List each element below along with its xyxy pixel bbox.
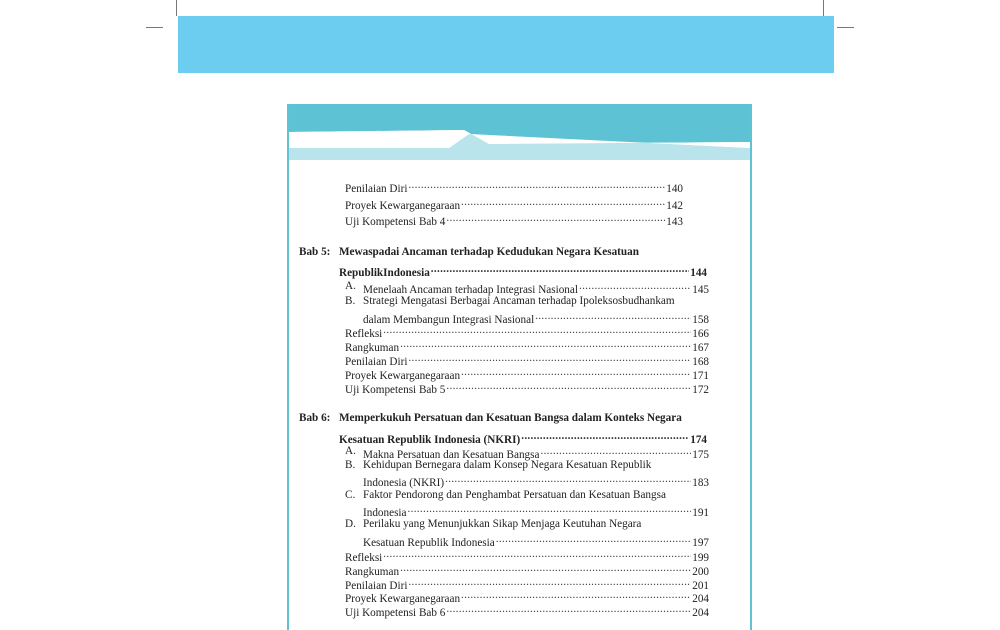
chapter-title-continued[interactable]: RepublikIndonesia ..... 144 (339, 262, 707, 276)
toc-entry-label: Proyek Kewarganegaraan (345, 200, 461, 212)
toc-entry[interactable]: Faktor Pendorong dan Penghambat Persatuan dan Kesatuan Bangsa (363, 489, 666, 501)
toc-entry-page: 174 (690, 434, 707, 446)
item-marker: B. (345, 459, 356, 471)
toc-entry[interactable]: Uji Kompetensi Bab 5 ..... 172 (345, 379, 709, 393)
chapter-title[interactable]: Mewaspadai Ancaman terhadap Kedudukan Negara Kesatuan (339, 246, 639, 258)
toc-entry[interactable] (345, 195, 683, 212)
toc-entry-page: 143 (666, 216, 683, 228)
crop-mark-left-vertical (176, 0, 177, 16)
toc-entry[interactable] (345, 178, 683, 195)
toc-entry-label: Penilaian Diri (345, 183, 408, 195)
toc-entry[interactable]: Refleksi ..... 199 (345, 547, 709, 561)
toc-entry[interactable]: Penilaian Diri ..... 168 (345, 351, 709, 365)
toc-entry-page: 144 (690, 267, 707, 279)
toc-entry[interactable]: Perilaku yang Menunjukkan Sikap Menjaga Keutuhan Negara (363, 518, 642, 530)
toc-entry[interactable]: Refleksi ..... 166 (345, 323, 709, 337)
chapter-prefix: Bab 6: (299, 412, 331, 424)
toc-entry[interactable]: Rangkuman ..... 200 (345, 561, 709, 575)
toc-entry[interactable]: Rangkuman ..... 167 (345, 337, 709, 351)
crop-mark-right-horizontal (837, 27, 854, 28)
toc-entry[interactable]: Menelaah Ancaman terhadap Integrasi Nasional ..... 145 (363, 279, 709, 293)
chapter-title-continued[interactable]: Kesatuan Republik Indonesia (NKRI) ..... 174 (339, 429, 707, 443)
toc-entry-label: Uji Kompetensi Bab 4 (345, 216, 446, 228)
item-marker: D. (345, 518, 356, 530)
item-marker: C. (345, 489, 356, 501)
toc-entry[interactable]: Uji Kompetensi Bab 6 ..... 204 (345, 602, 709, 616)
toc-entry[interactable]: Penilaian Diri ..... 201 (345, 575, 709, 589)
toc-entry[interactable] (345, 211, 683, 228)
toc-page (287, 104, 752, 630)
top-color-band (178, 16, 834, 73)
chapter-title[interactable]: Memperkukuh Persatuan dan Kesatuan Bangsa dalam Konteks Negara (339, 412, 682, 424)
table-of-contents (289, 104, 750, 630)
toc-entry-page: 142 (666, 200, 683, 212)
toc-entry-continued[interactable]: Kesatuan Republik Indonesia ..... 197 (363, 532, 709, 546)
item-marker: B. (345, 295, 356, 307)
toc-entry[interactable]: Proyek Kewarganegaraan ..... 204 (345, 588, 709, 602)
toc-entry-continued[interactable]: dalam Membangun Integrasi Nasional ..... 158 (363, 309, 709, 323)
crop-mark-left-horizontal (146, 27, 163, 28)
crop-mark-right-vertical (823, 0, 824, 16)
toc-entry-continued[interactable]: Indonesia (NKRI) ..... 183 (363, 472, 709, 486)
toc-entry[interactable]: Kehidupan Bernegara dalam Konsep Negara Kesatuan Republik (363, 459, 652, 471)
toc-entry[interactable]: Strategi Mengatasi Berbagai Ancaman terhadap Ipoleksosbudhankam (363, 295, 675, 307)
chapter-prefix: Bab 5: (299, 246, 331, 258)
item-marker: A. (345, 280, 356, 292)
toc-entry[interactable]: Proyek Kewarganegaraan ..... 171 (345, 365, 709, 379)
item-marker: A. (345, 445, 356, 457)
toc-entry[interactable]: Makna Persatuan dan Kesatuan Bangsa ..... 175 (363, 444, 709, 458)
toc-entry-page: 140 (666, 183, 683, 195)
toc-entry-continued[interactable]: Indonesia ..... 191 (363, 502, 709, 516)
